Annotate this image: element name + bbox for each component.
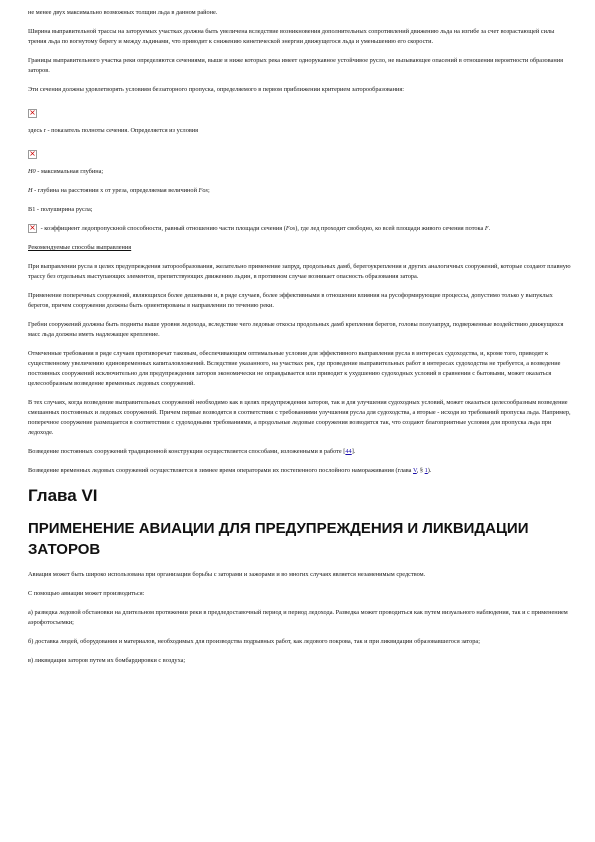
- paragraph-text: ).: [427, 467, 432, 474]
- paragraph-text: , §: [416, 467, 425, 474]
- paragraph: Гребни сооружений должны быть подняты выше уровня ледохода, вследствие чего ледовые откосы продольных дамб крепления берегов, головы полузапруд, подверженные воздействию движущихся масс льда должны иметь надлежащее крепление.: [28, 321, 564, 338]
- paragraph: Авиация может быть широко использована при организации борьбы с заторами и зажорами и во многих случаях является незаменимым средством.: [28, 571, 426, 578]
- variable: H: [28, 187, 33, 194]
- paragraph: Отмеченные требования в ряде случаев противоречат таковым, обеспечивающим оптимальные условия для эффективного выправления русла в интересах судоходства, и, кроме того, приводят к существенному увеличению единовременных капиталовложений. Вследствие указанного, на участках рек, где проведение выправительных работ в интересах судоходства не требуется, а возведение постоянных сооружений исключительно для предупреждения заторов экономически не оправдывается или приводит к ухудшению судоходных условий в сравнении с бытовыми, может оказаться целесообразным возведение временных ледовых сооружений.: [28, 350, 561, 387]
- paragraph: Применение поперечных сооружений, являющихся более дешевыми и, в ряде случаев, более эффективными в отношении влияния на русоформирующие процессы, допустимо только у выпуклых берегов, причем сооружения должны быть ориентированы в направлении по течению реки.: [28, 292, 553, 309]
- section-link[interactable]: 1: [424, 467, 428, 474]
- reference-paragraph: [28, 447, 573, 457]
- definition-text: .: [488, 225, 491, 232]
- paragraph: В тех случаях, когда возведение выправительных сооружений необходимо как в целях предупреждения заторов, так и для улучшения судоходных условий, может оказаться целесообразным возведение смешанных постоянных и ледовых сооружений. Причем первые возводятся в соответствии с требованиями улучшения русла для судоходства, а вторые - исходя из требований пропуска льда. Например, поперечное сооружение размещается в соответствии с судоходными требованиями, а продольные ледовые сооружения возводятся так, что создают благоприятные условия для пропуска льда при ледоходе.: [28, 399, 571, 436]
- subheading: Рекомендуемые способы выправления: [28, 244, 132, 251]
- list-item: в) ликвидация заторов путем их бомбардировки с воздуха;: [28, 657, 186, 664]
- chapter-link[interactable]: V: [413, 467, 417, 474]
- paragraph-text: Возведение постоянных сооружений традиционной конструкции осуществляется способами, изложенными в работе [: [28, 448, 346, 455]
- chapter-title: Глава VI: [28, 486, 98, 505]
- definition-text: ;: [207, 187, 210, 194]
- variable: Fos: [198, 187, 208, 194]
- variable: H0: [28, 168, 36, 175]
- paragraph: С помощью авиации может производиться:: [28, 590, 145, 597]
- definition-h0: [28, 167, 573, 177]
- reference-link[interactable]: 44: [345, 448, 352, 455]
- variable: F: [484, 225, 489, 232]
- chapter-subtitle: ПРИМЕНЕНИЕ АВИАЦИИ ДЛЯ ПРЕДУПРЕЖДЕНИЯ И ЛИКВИДАЦИИ ЗАТОРОВ: [28, 520, 529, 558]
- definition-text: - максимальная глубина;: [35, 168, 104, 175]
- definition-text: - глубина на расстоянии x от уреза, определяемая величиной: [32, 187, 199, 194]
- list-item: а) разведка ледовой обстановки на длительном протяжении реки в предледоставочный период и период ледохода. Разведка может проводиться как путем визуального наблюдения, так и с применением аэрофотосъемки;: [28, 609, 568, 626]
- paragraph: Эти сечения должны удовлетворять условиям беззаторного пропуска, определяемого в первом приближении критерием заторообразования:: [28, 86, 404, 93]
- paragraph: не менее двух максимально возможных толщин льда в данном районе.: [28, 9, 218, 16]
- definition-text: - коэффициент ледопропускной способности, равный отношению части площади сечения (: [39, 225, 286, 232]
- definition-h: [28, 186, 573, 196]
- paragraph: здесь r - показатель полноты сечения. Определяется из условия: [28, 127, 199, 134]
- broken-image-icon: [28, 109, 37, 118]
- reference-paragraph: [28, 466, 573, 476]
- paragraph-text: ].: [351, 448, 356, 455]
- broken-image-icon: [28, 150, 37, 159]
- formula-image-1: [28, 104, 573, 118]
- variable: Fos: [285, 225, 296, 232]
- paragraph: Границы выправительного участка реки определяются сечениями, выше и ниже которых река имеет однорукавное устойчивое русло, не вызывающее опасений в отношении вероятности образования заторов.: [28, 57, 563, 74]
- formula-image-2: [28, 145, 573, 159]
- definition-text: ), где лед проходит свободно, ко всей площади живого сечения потока: [295, 225, 485, 232]
- definition-b1: B1 - полуширина русла;: [28, 206, 93, 213]
- paragraph: При выправлении русла в целях предупреждения заторообразования, желательно применение запруд, продольных дамб, берегоукрепления и других аналогичных сооружений, которые создают плавную трассу без отдельных выступающих элементов, препятствующих движению льдин, в противном случае возникает опасность образования затора.: [28, 263, 571, 280]
- list-item: б) доставка людей, оборудования и материалов, необходимых для производства подрывных работ, как ледового покрова, так и при ликвидации образовавшегося затора;: [28, 638, 480, 645]
- paragraph-text: Возведение временных ледовых сооружений осуществляется в зимнее время операторами их постепенного послойного намораживания (глава: [28, 467, 414, 474]
- definition-coef: [28, 224, 573, 234]
- broken-image-icon: [28, 224, 37, 233]
- paragraph: Ширина выправительной трассы на заторуемых участках должна быть увеличена вследствие возникновения дополнительных сопротивлений движению льда на изгибе за счет возрастающей силы трения льда по вогнутому берегу и между льдинами, что приводит к снижению кинетической энергии движущегося льда и уменьшению его скорости.: [28, 28, 555, 45]
